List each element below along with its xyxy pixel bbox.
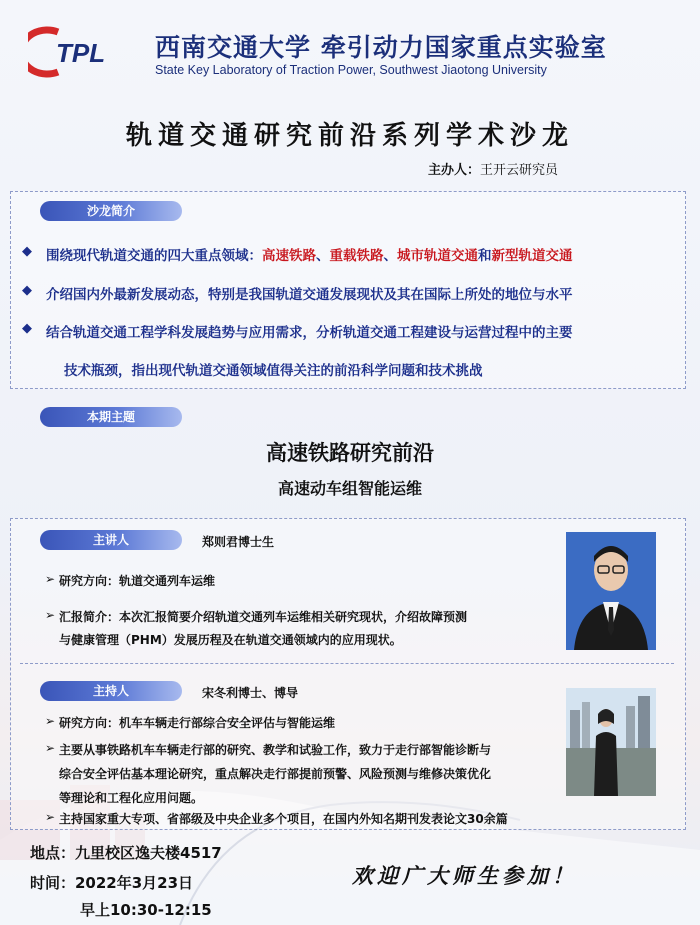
arrow-icon: ➢ <box>45 741 56 755</box>
lab-name-en: State Key Laboratory of Traction Power, Southwest Jiaotong University <box>155 63 547 77</box>
host-badge: 主持人 <box>40 681 182 701</box>
field-urban-rail: 城市轨道交通 <box>397 248 478 264</box>
bullet2-text: 介绍国内外最新发展动态，特别是我国轨道交通发展现状及其在国际上所处的地位与水平 <box>46 287 573 303</box>
speaker-research <box>45 572 216 589</box>
people-divider <box>20 663 674 664</box>
logo-text: TPL <box>56 38 106 68</box>
sep2: 、 <box>383 248 397 264</box>
speaker-research-text: 研究方向：轨道交通列车运维 <box>59 574 216 588</box>
conj: 和 <box>478 248 492 264</box>
field-heavy-haul: 重载铁路 <box>329 248 384 264</box>
speaker-photo <box>566 532 656 650</box>
diamond-icon: ◆ <box>22 283 32 298</box>
time-slot: 早上10:30-12:15 <box>80 901 212 919</box>
host-projects <box>45 810 508 827</box>
speaker-badge: 主讲人 <box>40 530 182 550</box>
location: 地点：九里校区逸夫楼4517 <box>30 844 222 862</box>
host-work-line1: 主要从事铁路机车车辆走行部的研究、教学和试验工作，致力于走行部智能诊断与 <box>59 743 492 757</box>
intro-bullet-2 <box>22 283 573 303</box>
speaker-summary-line2: 与健康管理（PHM）发展历程及在轨道交通领域内的应用现状。 <box>59 633 402 647</box>
theme-main: 高速铁路研究前沿 <box>266 441 434 465</box>
bullet1-prefix: 围绕现代轨道交通的四大重点领域： <box>46 248 262 264</box>
intro-badge: 沙龙简介 <box>40 201 182 221</box>
intro-bullet-1 <box>22 244 573 264</box>
theme-badge: 本期主题 <box>40 407 182 427</box>
host-name: 宋冬利博士、博导 <box>202 686 299 700</box>
bullet3-line1: 结合轨道交通工程学科发展趋势与应用需求，分析轨道交通工程建设与运营过程中的主要 <box>46 325 573 341</box>
intro-bullet-3 <box>22 321 573 341</box>
host-work <box>45 741 492 758</box>
host-photo <box>566 688 656 796</box>
arrow-icon: ➢ <box>45 714 56 728</box>
speaker-summary <box>45 608 468 625</box>
speaker-name: 郑则君博士生 <box>202 535 275 549</box>
host-research-text: 研究方向：机车车辆走行部综合安全评估与智能运维 <box>59 716 336 730</box>
organizer <box>428 159 558 178</box>
diamond-icon: ◆ <box>22 321 32 336</box>
field-high-speed: 高速铁路 <box>262 248 316 264</box>
intro-bullet-3-line2: 技术瓶颈，指出现代轨道交通领域值得关注的前沿科学问题和技术挑战 <box>64 363 483 379</box>
theme-sub: 高速动车组智能运维 <box>277 479 422 498</box>
organizer-name: 王开云研究员 <box>480 163 559 178</box>
tpl-logo-icon <box>28 26 140 78</box>
organizer-label: 主办人： <box>428 163 481 178</box>
diamond-icon: ◆ <box>22 244 32 259</box>
arrow-icon: ➢ <box>45 572 56 586</box>
sep1: 、 <box>316 248 330 264</box>
page-title: 轨道交通研究前沿系列学术沙龙 <box>125 121 574 151</box>
host-projects-text: 主持国家重大专项、省部级及中央企业多个项目，在国内外知名期刊发表论文30余篇 <box>59 812 508 826</box>
arrow-icon: ➢ <box>45 810 56 824</box>
time: 时间：2022年3月23日 <box>30 874 194 892</box>
host-research <box>45 714 336 731</box>
host-work-line3: 等理论和工程化应用问题。 <box>59 791 204 805</box>
speaker-summary-line1: 汇报简介：本次汇报简要介绍轨道交通列车运维相关研究现状，介绍故障预测 <box>59 610 468 624</box>
field-new-rail: 新型轨道交通 <box>491 248 573 264</box>
welcome-message: 欢迎广大师生参加！ <box>352 863 577 888</box>
host-work-line2: 综合安全评估基本理论研究，重点解决走行部提前预警、风险预测与维修决策优化 <box>59 767 492 781</box>
arrow-icon: ➢ <box>45 608 56 622</box>
lab-name-cn: 西南交通大学 牵引动力国家重点实验室 <box>155 33 607 62</box>
